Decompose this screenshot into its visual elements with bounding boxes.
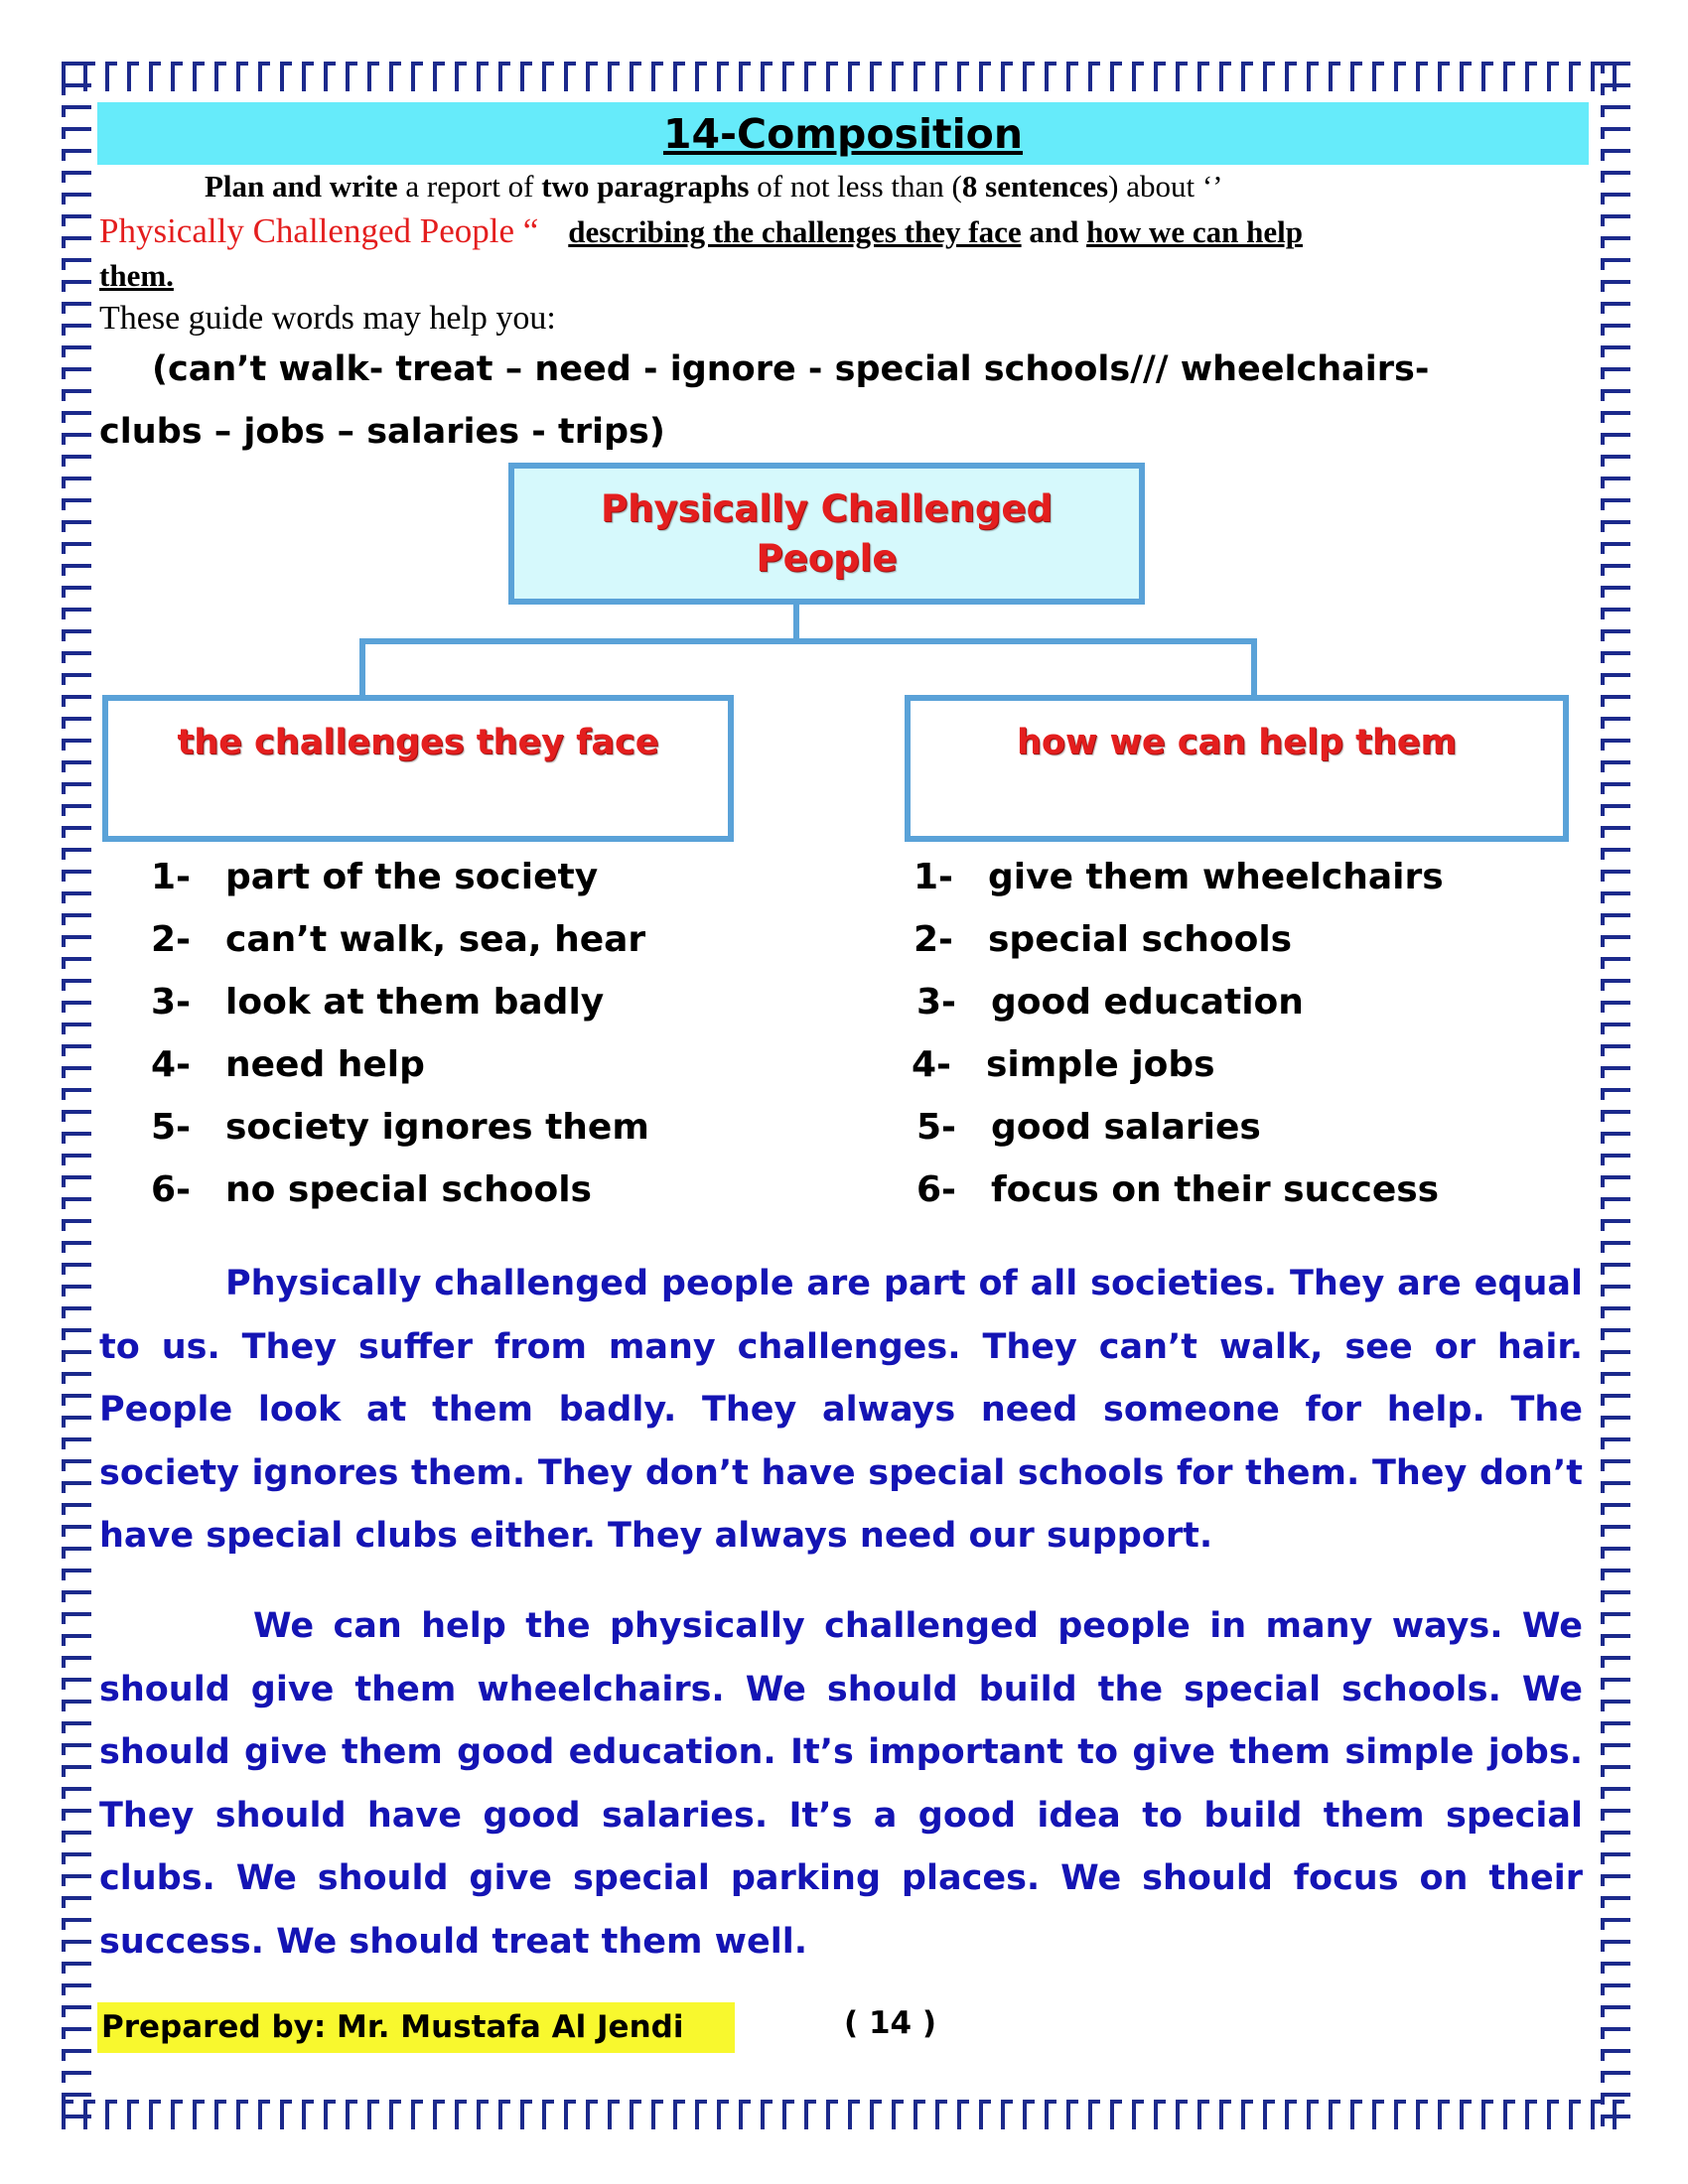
diagram-node-challenges xyxy=(102,695,734,842)
diagram-connector-left xyxy=(359,638,365,695)
page-border-left xyxy=(62,62,91,2129)
challenge-number: 6- xyxy=(151,1169,191,1210)
instruction-text: of not less than ( xyxy=(749,169,962,204)
diagram-connector-right xyxy=(1251,638,1257,695)
challenge-text: look at them badly xyxy=(225,982,605,1023)
instruction-bold-sentences: 8 sentences xyxy=(961,169,1109,204)
challenge-item xyxy=(151,1044,425,1085)
instruction-task-challenges: describing the challenges they face xyxy=(568,214,1022,249)
page-number: ( 14 ) xyxy=(844,2005,937,2041)
help-item xyxy=(916,1107,1261,1148)
instruction-bold-paragraphs: two paragraphs xyxy=(541,169,750,204)
challenge-text: can’t walk, sea, hear xyxy=(225,919,646,960)
challenge-item xyxy=(151,1107,649,1148)
instruction-task-help: how we can help xyxy=(1086,214,1303,249)
instruction-line-3: them. xyxy=(99,258,174,293)
help-text: simple jobs xyxy=(986,1044,1215,1085)
instruction-bold-plan: Plan and write xyxy=(205,169,398,204)
help-item xyxy=(916,1169,1439,1210)
help-item xyxy=(914,919,1292,960)
challenge-number: 3- xyxy=(151,982,191,1023)
instruction-text: a report of xyxy=(397,169,542,204)
guide-intro: These guide words may help you: xyxy=(99,300,556,337)
paragraph-challenges-text: Physically challenged people are part of all societies. They are equal to us. They suffer from many challenges. They can’t walk, see or hair. People look at them badly. They always need someone for help. The society ignores them. They don’t have special schools for them. They don’t have special clubs either. They always need our support. xyxy=(99,1264,1583,1556)
challenge-item xyxy=(151,1169,592,1210)
challenge-number: 4- xyxy=(151,1044,191,1085)
page-title: 14-Composition xyxy=(662,109,1024,158)
diagram-root-label-line-1: Physically Challenged xyxy=(601,486,1053,530)
help-number: 5- xyxy=(916,1107,956,1148)
challenge-text: society ignores them xyxy=(225,1107,649,1148)
diagram-node-help xyxy=(905,695,1569,842)
diagram-root-label-line-2: People xyxy=(756,536,898,580)
instruction-and: and xyxy=(1021,214,1087,249)
help-item xyxy=(914,857,1444,897)
diagram-connector-stem xyxy=(793,605,799,641)
challenge-item xyxy=(151,982,604,1023)
instruction-text: ) about ‘’ xyxy=(1108,169,1223,204)
challenge-item xyxy=(151,857,598,897)
challenge-number: 2- xyxy=(151,919,191,960)
page-border-top xyxy=(62,62,1628,91)
instruction-line-2 xyxy=(99,211,1303,251)
page-border-bottom xyxy=(62,2100,1628,2129)
help-number: 2- xyxy=(914,919,953,960)
help-text: focus on their success xyxy=(991,1169,1440,1210)
guide-words-line-2: clubs – jobs – salaries - trips) xyxy=(99,412,665,452)
help-item xyxy=(912,1044,1215,1085)
help-text: good salaries xyxy=(991,1107,1261,1148)
diagram-node-help-label: how we can help them xyxy=(1017,723,1457,762)
challenge-text: part of the society xyxy=(225,857,599,897)
help-number: 4- xyxy=(912,1044,951,1085)
help-text: good education xyxy=(991,982,1304,1023)
title-bar xyxy=(97,102,1589,165)
help-text: give them wheelchairs xyxy=(988,857,1444,897)
diagram-connector-bar xyxy=(359,638,1257,644)
challenge-text: no special schools xyxy=(225,1169,592,1210)
diagram-node-challenges-label: the challenges they face xyxy=(177,723,659,762)
help-number: 6- xyxy=(916,1169,956,1210)
challenge-item xyxy=(151,919,645,960)
instruction-line-1 xyxy=(205,169,1222,205)
footer-prepared-by: Prepared by: Mr. Mustafa Al Jendi xyxy=(97,2002,735,2053)
diagram-root-node xyxy=(508,463,1145,605)
instruction-topic: Physically Challenged People “ xyxy=(99,211,539,250)
challenge-number: 5- xyxy=(151,1107,191,1148)
paragraph-help-text: We can help the physically challenged people in many ways. We should give them wheelchairs. We should build the special schools. We should give them good education. It’s important to give them simple jobs. They should have good salaries. It’s a good idea to build them special clubs. We should give special parking places. We should focus on their success. We should treat them well. xyxy=(99,1606,1583,1962)
help-number: 1- xyxy=(914,857,953,897)
help-text: special schools xyxy=(988,919,1293,960)
help-number: 3- xyxy=(916,982,956,1023)
guide-words-line-1: (can’t walk- treat – need - ignore - special schools/// wheelchairs- xyxy=(152,349,1430,389)
paragraph-help xyxy=(99,1595,1583,1974)
paragraph-challenges xyxy=(99,1253,1583,1569)
help-item xyxy=(916,982,1304,1023)
page-border-right xyxy=(1601,62,1630,2129)
challenge-text: need help xyxy=(225,1044,425,1085)
challenge-number: 1- xyxy=(151,857,191,897)
